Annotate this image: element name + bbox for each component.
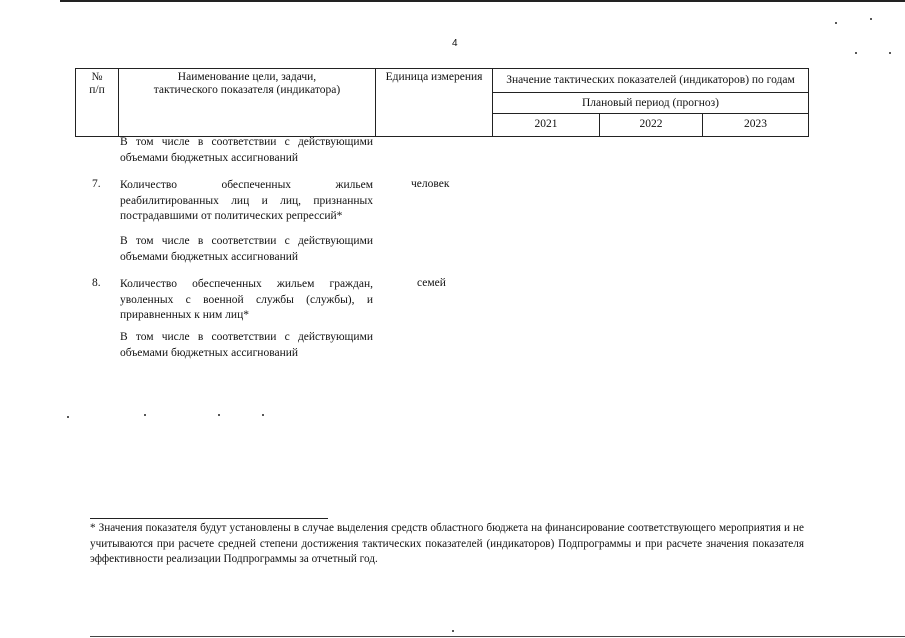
scan-speck bbox=[144, 414, 146, 416]
footnote-rule bbox=[90, 518, 328, 519]
scan-speck bbox=[67, 416, 69, 418]
scan-edge-top bbox=[60, 0, 905, 2]
scan-speck bbox=[262, 414, 264, 416]
row-text: Количество обеспеченных жильем реабилитированных лиц и лиц, признанных пострадавшими от политических репрессий* bbox=[120, 179, 373, 222]
header-year-2021: 2021 bbox=[493, 113, 600, 136]
header-year-2022: 2022 bbox=[600, 113, 703, 136]
scan-edge-bottom bbox=[90, 636, 905, 637]
row-number: 8. bbox=[92, 277, 101, 289]
header-unit: Единица измерения bbox=[376, 69, 493, 137]
row-number: 7. bbox=[92, 178, 101, 190]
scan-speck bbox=[835, 22, 837, 24]
row-text: Количество обеспеченных жильем граждан, уволенных с военной службы (службы), и приравненных к ним лиц* bbox=[120, 278, 373, 321]
header-plan-period: Плановый период (прогноз) bbox=[493, 93, 809, 113]
row-unit: семей bbox=[417, 277, 446, 289]
header-year-2023: 2023 bbox=[703, 113, 809, 136]
indicator-table-header bbox=[75, 68, 809, 137]
scan-speck bbox=[870, 18, 872, 20]
scan-speck bbox=[855, 52, 857, 54]
header-num: № п/п bbox=[76, 69, 119, 137]
row-text: В том числе в соответствии с действующими объемами бюджетных ассигнований bbox=[120, 136, 373, 164]
row-unit: человек bbox=[411, 178, 450, 190]
scan-speck bbox=[889, 52, 891, 54]
row-text: В том числе в соответствии с действующими объемами бюджетных ассигнований bbox=[120, 331, 373, 359]
header-name: Наименование цели, задачи, тактического показателя (индикатора) bbox=[119, 69, 376, 137]
scan-speck bbox=[452, 630, 454, 632]
footnote: * Значения показателя будут установлены в случае выделения средств областного бюджета на финансирование соответствующего мероприятия и не учитываются при расчете средней степени достижения тактических показателей (индикаторов) Подпрограммы и при расчете значения показателя эффективности реализации Подпрограммы за отчетный год. bbox=[90, 522, 804, 565]
row-text: В том числе в соответствии с действующими объемами бюджетных ассигнований bbox=[120, 235, 373, 263]
scan-speck bbox=[218, 414, 220, 416]
page-number: 4 bbox=[452, 38, 458, 49]
header-values: Значение тактических показателей (индикаторов) по годам bbox=[493, 69, 809, 93]
